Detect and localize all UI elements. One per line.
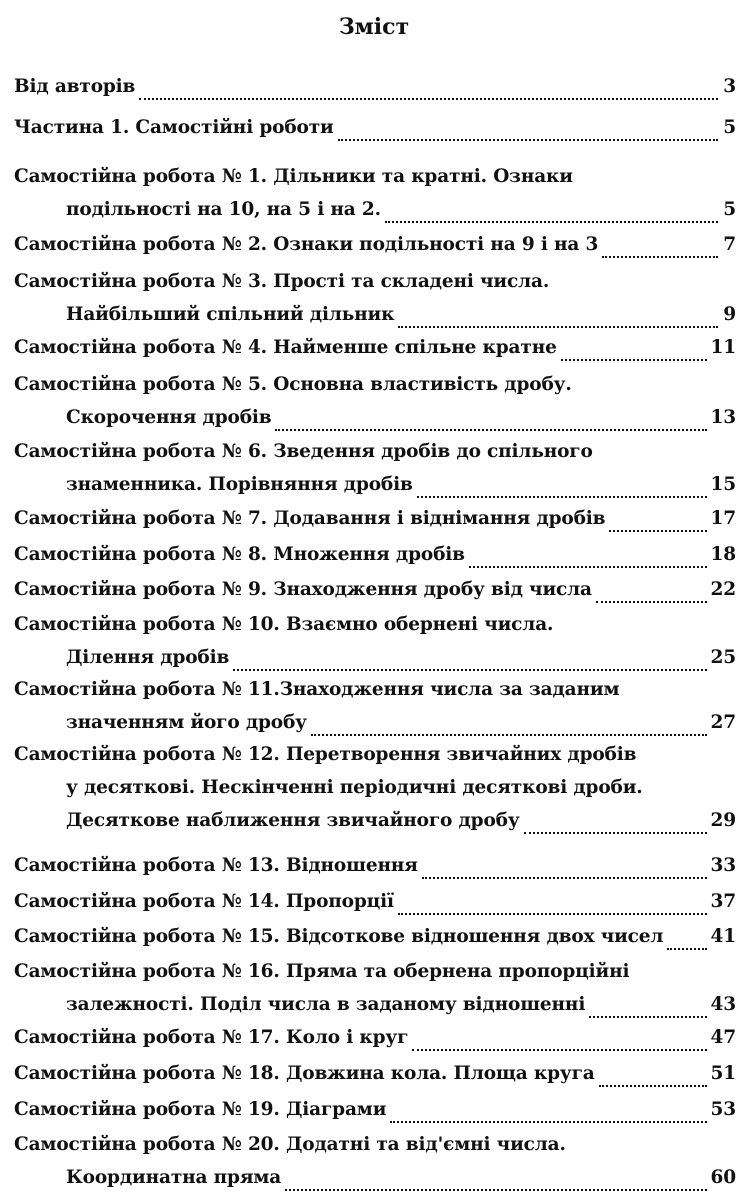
page-number: 43 <box>710 994 736 1015</box>
toc-entry-text: знаменника. Порівняння дробів <box>66 474 413 495</box>
toc-entry-text: Самостійна робота № 10. Взаємно обернені числа. <box>14 614 554 635</box>
page-number: 9 <box>723 304 736 325</box>
toc-line <box>66 777 736 807</box>
toc-line <box>66 474 736 504</box>
toc-line <box>14 1134 736 1164</box>
toc-entry-text: Самостійна робота № 12. Перетворення звичайних дробів <box>14 744 637 765</box>
toc-line <box>66 994 736 1024</box>
toc-entry-text: залежності. Поділ числа в заданому відношенні <box>66 994 586 1015</box>
dot-leader <box>596 601 707 603</box>
dot-leader <box>599 1085 707 1087</box>
dot-leader <box>602 256 718 258</box>
dot-leader <box>275 429 706 431</box>
toc-entry-text: Самостійна робота № 17. Коло і круг <box>14 1027 409 1048</box>
toc-line <box>66 647 736 677</box>
toc-line <box>66 199 736 229</box>
page-number: 33 <box>710 855 736 876</box>
toc-line <box>14 926 736 956</box>
toc-line <box>14 891 736 921</box>
dot-leader <box>398 913 707 915</box>
dot-leader <box>390 1121 706 1123</box>
page-number: 18 <box>710 544 736 565</box>
page-number: 47 <box>710 1027 736 1048</box>
toc-line <box>14 961 736 991</box>
toc-line <box>14 579 736 609</box>
page-number: 51 <box>710 1063 736 1084</box>
toc-entry-text: Самостійна робота № 15. Відсоткове відношення двох чисел <box>14 926 664 947</box>
toc-line <box>14 441 736 471</box>
page-number: 53 <box>710 1099 736 1120</box>
page-number: 7 <box>723 234 736 255</box>
dot-leader <box>338 139 718 141</box>
toc-entry-text: Самостійна робота № 2. Ознаки подільності на 9 і на 3 <box>14 234 599 255</box>
toc-entry-text: Самостійна робота № 7. Додавання і віднімання дробів <box>14 508 606 529</box>
page-number: 27 <box>710 712 736 733</box>
toc-entry-text: Десяткове наближення звичайного дробу <box>66 810 520 831</box>
dot-leader <box>589 1016 706 1018</box>
toc-entry-text: Від авторів <box>14 76 136 97</box>
dot-leader <box>561 359 707 361</box>
page-number: 22 <box>710 579 736 600</box>
toc-entry-text: Самостійна робота № 18. Довжина кола. Площа круга <box>14 1063 595 1084</box>
toc-line <box>14 166 736 196</box>
dot-leader <box>398 326 718 328</box>
toc-line <box>14 337 736 367</box>
page-number: 5 <box>723 117 736 138</box>
dot-leader <box>667 948 706 950</box>
toc-line <box>14 679 736 709</box>
dot-leader <box>233 669 706 671</box>
page-number: 25 <box>710 647 736 668</box>
page-number: 11 <box>710 337 736 358</box>
toc-line <box>66 1167 736 1197</box>
dot-leader <box>417 496 707 498</box>
toc-line <box>14 1099 736 1129</box>
toc-entry-text: Самостійна робота № 20. Додатні та від'ємні числа. <box>14 1134 566 1155</box>
dot-leader <box>524 832 707 834</box>
toc-line <box>14 544 736 574</box>
toc-entry-text: Самостійна робота № 9. Знаходження дробу від числа <box>14 579 592 600</box>
toc-entry-text: Скорочення дробів <box>66 407 272 428</box>
toc-line <box>66 712 736 742</box>
toc-entry-text: Частина 1. Самостійні роботи <box>14 117 334 138</box>
toc-line <box>66 304 736 334</box>
toc-line <box>14 374 736 404</box>
page-number: 41 <box>710 926 736 947</box>
toc-entry-text: у десяткові. Нескінченні періодичні десяткові дроби. <box>66 777 643 798</box>
toc-entry-text: Самостійна робота № 8. Множення дробів <box>14 544 465 565</box>
toc-line <box>14 744 736 774</box>
toc-entry-text: Самостійна робота № 14. Пропорції <box>14 891 394 912</box>
toc-line <box>14 234 736 264</box>
toc-entry-text: Самостійна робота № 6. Зведення дробів до спільного <box>14 441 593 462</box>
toc-entry-text: Самостійна робота № 11.Знаходження числа за заданим <box>14 679 620 700</box>
toc-entry-text: подільності на 10, на 5 і на 2. <box>66 199 381 220</box>
toc-line <box>14 614 736 644</box>
dot-leader <box>412 1049 706 1051</box>
toc-entry-text: Самостійна робота № 19. Діаграми <box>14 1099 387 1120</box>
page-number: 5 <box>723 199 736 220</box>
toc-line <box>66 810 736 840</box>
page-number: 29 <box>710 810 736 831</box>
page-title: Зміст <box>338 14 410 40</box>
toc-line <box>14 855 736 885</box>
dot-leader <box>285 1189 706 1191</box>
toc-line <box>14 117 736 147</box>
page-number: 60 <box>710 1167 736 1188</box>
page-number: 37 <box>710 891 736 912</box>
toc-entry-text: Самостійна робота № 1. Дільники та кратні. Ознаки <box>14 166 573 187</box>
toc-entry-text: Самостійна робота № 5. Основна властивість дробу. <box>14 374 572 395</box>
dot-leader <box>139 98 718 100</box>
dot-leader <box>609 530 706 532</box>
toc-entry-text: Самостійна робота № 3. Прості та складені числа. <box>14 271 550 292</box>
dot-leader <box>385 221 718 223</box>
page-number: 15 <box>710 474 736 495</box>
page-number: 13 <box>710 407 736 428</box>
toc-entry-text: Ділення дробів <box>66 647 230 668</box>
toc-line <box>14 271 736 301</box>
toc-entry-text: Координатна пряма <box>66 1167 282 1188</box>
toc-entry-text: Найбільший спільний дільник <box>66 304 395 325</box>
toc-line <box>14 1063 736 1093</box>
page-number: 3 <box>723 76 736 97</box>
toc-line <box>14 1027 736 1057</box>
toc-line <box>66 407 736 437</box>
dot-leader <box>469 566 707 568</box>
toc-line <box>14 508 736 538</box>
page-number: 17 <box>710 508 736 529</box>
toc-entry-text: Самостійна робота № 4. Найменше спільне кратне <box>14 337 557 358</box>
toc-line <box>14 76 736 106</box>
toc-entry-text: значенням його дробу <box>66 712 307 733</box>
toc-entry-text: Самостійна робота № 16. Пряма та обернена пропорційні <box>14 961 630 982</box>
dot-leader <box>422 877 707 879</box>
dot-leader <box>311 734 707 736</box>
toc-entry-text: Самостійна робота № 13. Відношення <box>14 855 418 876</box>
